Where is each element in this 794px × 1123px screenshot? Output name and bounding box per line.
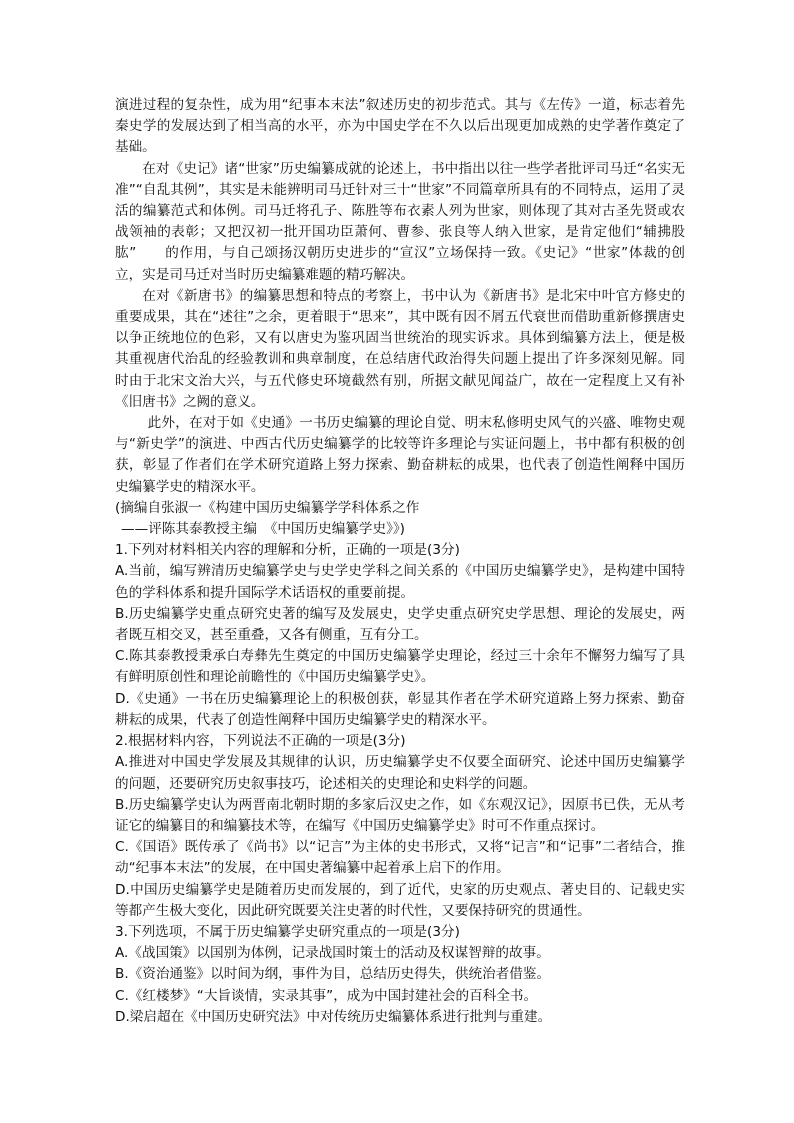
question-block	[115, 922, 685, 1028]
option-d: D.梁启超在《中国历史研究法》中对传统历史编纂体系进行批判与重建。	[115, 1008, 552, 1025]
question-stem: 1.下列对材料相关内容的理解和分析，正确的一项是(3分)	[115, 542, 460, 559]
source-citation-subtitle: ——评陈其泰教授主编 《中国历史编纂学史》》)	[121, 521, 405, 538]
option-a: A.《战国策》以国别为体例，记录战国时策士的活动及权谋智辩的故事。	[115, 945, 550, 962]
question-stem: 2.根据材料内容，下列说法不正确的一项是(3分)	[115, 733, 406, 750]
option-b: B.历史编纂学史认为两晋南北朝时期的多家后汉史之作，如《东观汉记》，因原书已佚，无从考证它的编纂目的和编纂技术等，在编写《中国历史编纂学史》时可不作重点探讨。	[115, 796, 685, 834]
option-b: B.《资治通鉴》以时间为纲，事件为目，总结历史得失，供统治者借鉴。	[115, 966, 551, 983]
question-stem: 3.下列选项，不属于历史编纂学史研究重点的一项是(3分)	[115, 923, 460, 940]
option-c: C.《红楼梦》“大旨谈情，实录其事”，成为中国封建社会的百科全书。	[115, 987, 538, 1004]
option-d: D.《史通》一书在历史编纂理论上的积极创获，彰显其作者在学术研究道路上努力探索、勤奋耕耘的成果，代表了创造性阐释中国历史编纂学史的精深水平。	[115, 690, 685, 728]
passage-paragraph: 在对《新唐书》的编纂思想和特点的考察上，书中认为《新唐书》是北宋中叶官方修史的重要成果，其在“述往”之余，更着眼于“思来”，其中既有因不屑五代衰世而借助重新修撰唐史以争正统地位的色彩，又有以唐史为鉴巩固当世统治的现实诉求。具体到编纂方法上，便是极其重视唐代治乱的经验教训和典章制度，在总结唐代政治得失问题上提出了许多深刻见解。同时由于北宋文治大兴，与五代修史环境截然有别，所据文献见闻益广，故在一定程度上又有补《旧唐书》之阙的意义。	[115, 287, 685, 410]
passage-paragraph: 此外，在对于如《史通》一书历史编纂的理论自觉、明末私修明史风气的兴盛、唯物史观与“新史学”的演进、中西古代历史编纂学的比较等许多理论与实证问题上，书中都有积极的创获，彰显了作者们在学术研究道路上努力探索、勤奋耕耘的成果，也代表了创造性阐释中国历史编纂学史的精深水平。	[115, 415, 685, 495]
option-c: C.陈其泰教授秉承白寿彝先生奠定的中国历史编纂学史理论，经过三十余年不懈努力编写了具有鲜明原创性和理论前瞻性的《中国历史编纂学史》。	[115, 648, 685, 686]
option-a: A.推进对中国史学发展及其规律的认识，历史编纂学史不仅要全面研究、论述中国历史编纂学的问题，还要研究历史叙事技巧，论述相关的史理论和史料学的问题。	[115, 754, 685, 792]
option-c: C.《国语》既传承了《尚书》以“记言”为主体的史书形式，又将“记言”和“记事”二者结合，推动“纪事本末法”的发展，在中国史著编纂中起着承上启下的作用。	[115, 839, 685, 877]
passage-paragraph: 在对《史记》诸“世家”历史编纂成就的论述上，书中指出以往一些学者批评司马迁“名实无准”“自乱其例”，其实是未能辨明司马迁针对三十“世家”不同篇章所具有的不同特点，运用了灵活的编纂范式和体例。司马迁将孔子、陈胜等布衣素人列为世家，则体现了其对古圣先贤或农战领袖的表彰；又把汉初一批开国功臣萧何、曹参、张良等人纳入世家，是肯定他们“辅拂股肱” 的作用，与自己颂扬汉朝历史进步的“宣汉”立场保持一致。《史记》“世家”体裁的创立，实是司马迁对当时历史编纂难题的精巧解决。	[115, 160, 685, 283]
source-citation: (摘编自张淑一《构建中国历史编纂学学科体系之作	[115, 499, 420, 516]
option-a: A.当前，编写辨清历史编纂学史与史学史学科之间关系的《中国历史编纂学史》，是构建中国特色的学科体系和提升国际学术话语权的重要前提。	[115, 563, 685, 601]
passage-paragraph: 演进过程的复杂性，成为用“纪事本末法”叙述历史的初步范式。其与《左传》一道，标志着先秦史学的发展达到了相当高的水平，亦为中国史学在不久以后出现更加成熟的史学著作奠定了基础。	[115, 97, 685, 156]
option-d: D.中国历史编纂学史是随着历史而发展的，到了近代，史家的历史观点、著史目的、记载史实等都产生极大变化，因此研究既要关注史著的时代性，又要保持研究的贯通性。	[115, 881, 685, 919]
option-b: B.历史编纂学史重点研究史著的编写及发展史，史学史重点研究史学思想、理论的发展史，两者既互相交叉，甚至重叠，又各有侧重，互有分工。	[115, 605, 685, 644]
exam-page	[115, 95, 685, 1028]
question-block	[115, 731, 685, 922]
question-block	[115, 540, 685, 731]
